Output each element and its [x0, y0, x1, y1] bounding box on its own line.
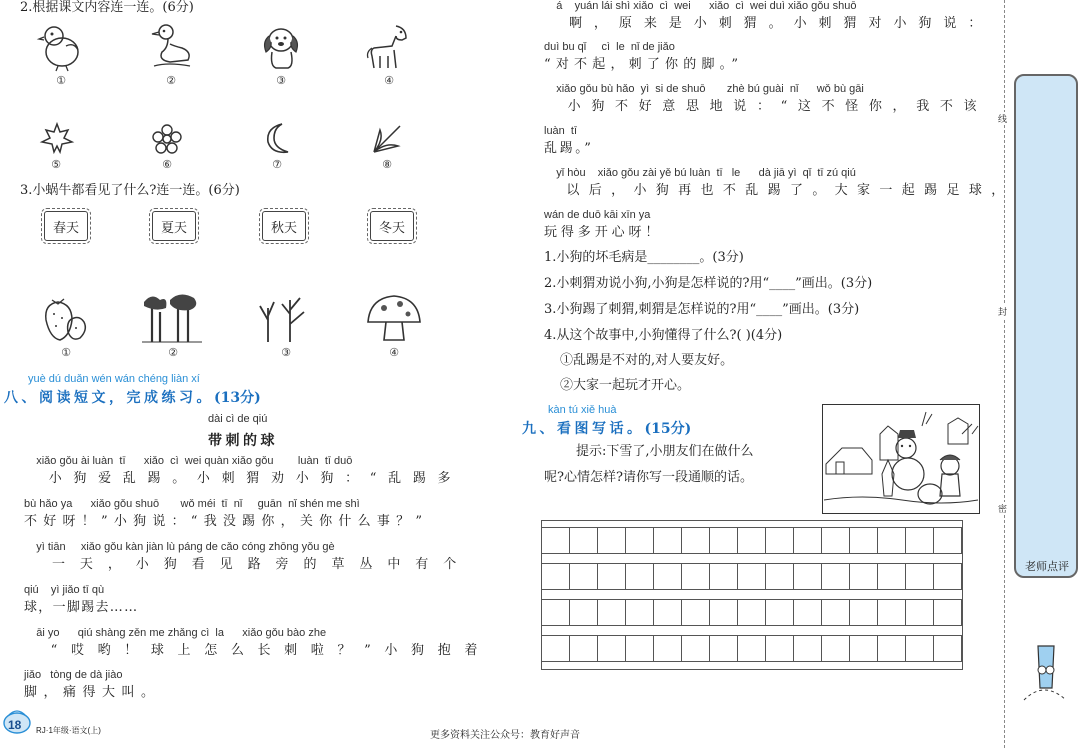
story-r-py-2: duì bu qǐ cì le nǐ de jiǎo	[544, 41, 675, 53]
sec8-title: 八、阅读短文，完成练习。	[4, 390, 214, 406]
sec9-title: 九、看图写话。	[522, 421, 645, 437]
story-r-py-3: xiǎo gǒu bù hǎo yì si de shuō zhè bú guài nǐ wǒ bù gāi	[544, 83, 864, 95]
q2-num-3: ③	[276, 74, 286, 87]
seal-char-3: 密	[998, 504, 1008, 514]
story-py-4: qiú yì jiǎo tī qù	[24, 584, 105, 596]
sec9-heading	[522, 418, 691, 438]
story-r-hz-1: 啊，原来是小刺猬。小刺猬对小狗说：	[544, 16, 994, 31]
story-hz-5: “哎哟！球上怎么长刺啦？”小狗抱着	[24, 643, 491, 658]
sec9-hint-line1: 提示:下雪了,小朋友们在做什么	[576, 444, 754, 459]
story-r-py-4: luàn tī	[544, 125, 578, 137]
q3-num-2: ②	[168, 346, 178, 359]
q3-title: 3.小蜗牛都看见了什么?连一连。(6分)	[20, 183, 240, 198]
option-1: ①乱踢是不对的,对人要友好。	[560, 353, 734, 368]
story-r-py-5: yǐ hòu xiǎo gǒu zài yě bú luàn tī le dà jiā yì qǐ tī zú qiú	[544, 167, 856, 179]
page-number: 18	[8, 718, 22, 732]
story-title-pinyin: dài cì de qiú	[208, 413, 268, 425]
duck-icon	[148, 22, 194, 72]
question-3: 3.小狗踢了刺猬,刺猬是怎样说的?用“____”画出。(3分)	[544, 302, 860, 317]
story-r-hz-4: 乱踢。”	[544, 141, 594, 156]
book-label: RJ·1年级·语文(上)	[36, 726, 101, 735]
pony-icon	[366, 22, 412, 72]
q2-num-8: ⑧	[382, 158, 392, 171]
story-r-py-1: á yuán lái shì xiǎo cì wei xiǎo cì wei duì xiǎo gǒu shuō	[544, 0, 857, 12]
story-r-hz-5: 以后，小狗再也不乱踢了。大家一起踢足球，	[544, 183, 1014, 198]
season-winter: 冬天	[370, 211, 414, 241]
sec8-pinyin: yuè dú duǎn wén wán chéng liàn xí	[28, 373, 200, 385]
sec8-heading	[4, 387, 261, 407]
story-py-2: bù hǎo ya xiǎo gǒu shuō wǒ méi tī nǐ guān nǐ shén me shì	[24, 498, 360, 510]
q2-num-2: ②	[166, 74, 176, 87]
teacher-comment-label: 老师点评	[1025, 561, 1069, 573]
bare-trees-icon	[254, 294, 314, 344]
q2-num-4: ④	[384, 74, 394, 87]
story-py-5: āi yo qiú shàng zěn me zhǎng cì la xiǎo gǒu bào zhe	[24, 627, 327, 639]
puppy-icon	[258, 22, 304, 72]
q3-num-4: ④	[389, 346, 399, 359]
snowman-scene-image	[822, 404, 980, 514]
mushroom-icon	[364, 294, 424, 344]
season-summer: 夏天	[152, 211, 196, 241]
crescent-moon-icon	[262, 122, 292, 156]
question-4: 4.从这个故事中,小狗懂得了什么?( )(4分)	[544, 328, 783, 343]
q3-num-1: ①	[61, 346, 71, 359]
q2-num-5: ⑤	[51, 158, 61, 171]
question-1: 1.小狗的坏毛病是________。(3分)	[544, 250, 744, 265]
seal-char-1: 线	[998, 114, 1008, 124]
flower-icon	[150, 122, 184, 156]
teacher-comment-panel	[1014, 74, 1078, 578]
q2-num-7: ⑦	[272, 158, 282, 171]
q2-num-6: ⑥	[162, 158, 172, 171]
summer-trees-icon	[140, 292, 204, 344]
footer-notice: 更多资料关注公众号：教育好声音	[430, 730, 580, 741]
option-2: ②大家一起玩才开心。	[560, 378, 691, 393]
story-py-6: jiǎo tòng de dà jiào	[24, 669, 123, 681]
story-r-hz-2: “对不起，刺了你的脚。”	[544, 57, 744, 72]
writing-grid-row-2[interactable]	[541, 563, 962, 590]
bamboo-leaf-icon	[370, 122, 404, 156]
story-r-hz-6: 玩得多开心呀！	[544, 225, 663, 240]
question-2: 2.小刺猬劝说小狗,小狗是怎样说的?用“____”画出。(3分)	[544, 276, 873, 291]
story-hz-1: 小狗爱乱踢。小刺猬劝小狗：“乱踢多	[24, 471, 463, 486]
q2-title: 2.根据课文内容连一连。(6分)	[20, 0, 194, 15]
seal-char-2: 封	[998, 307, 1008, 317]
sec9-hint-line2: 呢?心情怎样?请你写一段通顺的话。	[544, 470, 753, 485]
story-r-hz-3: 小狗不好意思地说：“这不怪你，我不该	[544, 99, 988, 114]
sec8-score: (13分)	[214, 390, 261, 406]
sec9-score: (15分)	[644, 421, 692, 437]
sec9-pinyin: kàn tú xiě huà	[548, 404, 617, 416]
pencil-mascot-icon	[1014, 640, 1074, 710]
story-py-3: yì tiān xiǎo gǒu kàn jiàn lù páng de cǎo cóng zhōng yǒu gè	[24, 541, 335, 553]
maple-leaf-icon	[40, 122, 74, 156]
story-hz-4: 球，一脚踢去……	[24, 600, 139, 615]
season-spring: 春天	[44, 211, 88, 241]
writing-grid-row-4[interactable]	[541, 635, 962, 662]
chick-icon	[38, 22, 84, 72]
story-r-py-6: wán de duō kāi xīn ya	[544, 209, 651, 221]
story-hz-2: 不好呀！”小狗说：“我没踢你，关你什么事？”	[24, 514, 429, 529]
season-autumn: 秋天	[262, 211, 306, 241]
story-title: 带刺的球	[208, 433, 278, 449]
story-hz-6: 脚，痛得大叫。	[24, 685, 161, 700]
q2-num-1: ①	[56, 74, 66, 87]
writing-grid-row-3[interactable]	[541, 599, 962, 626]
strawberry-icon	[40, 296, 90, 344]
story-hz-3: 一天，小狗看见路旁的草丛中有个	[24, 557, 472, 572]
story-py-1: xiǎo gǒu ài luàn tī xiǎo cì wei quàn xiǎo gǒu luàn tī duō	[24, 455, 353, 467]
writing-grid-row-1[interactable]	[541, 527, 962, 554]
q3-num-3: ③	[281, 346, 291, 359]
